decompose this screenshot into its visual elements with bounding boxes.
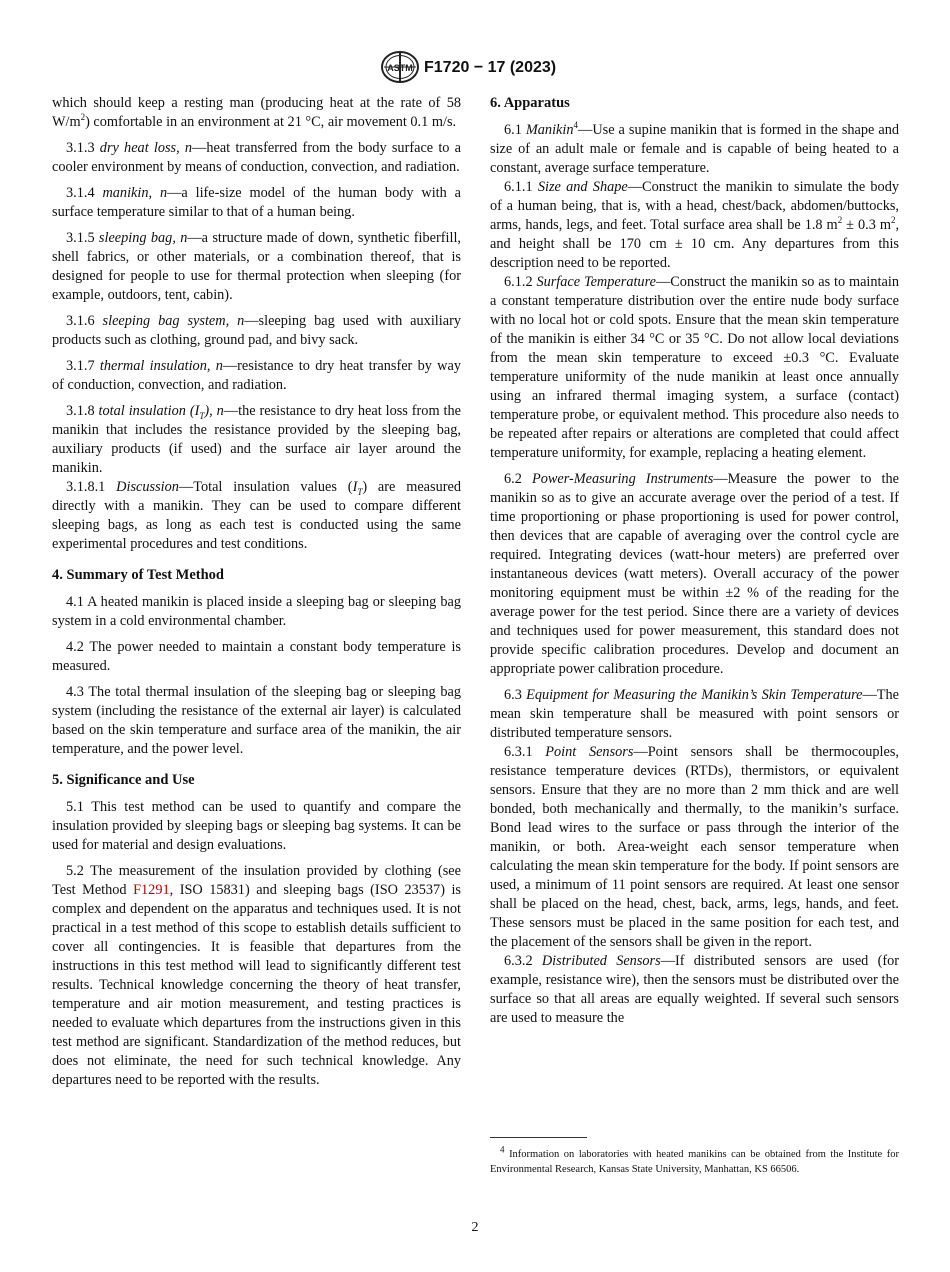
document-id: F1720 − 17 (2023): [424, 59, 557, 76]
paragraph-6-1-2: 6.1.2 Surface Temperature—Construct the manikin so as to maintain a constant temperature distribution over the entire nude body surface with no local hot or cold spots. Ensure that the mean skin temperature of the manikin is either 34 °C or 35 °C. Do not allow local deviations from the mean skin temperature to exceed ±0.3 °C. Evaluate temperature uniformity of the nude manikin at least once annually using an infrared thermal imaging system, a surface (contact) temperature probe, or equivalent method. This procedure also needs to be repeated after repairs or alterations are completed that could affect temperature uniformity, for example, replacing a heating element.: [490, 274, 899, 461]
paragraph-6-3: 6.3 Equipment for Measuring the Manikin’s Skin Temperature—The mean skin temperature shall be measured with point sensors or distributed temperature sensors.: [490, 687, 899, 741]
paragraph-4-3: 4.3 The total thermal insulation of the sleeping bag or sleeping bag system (including the resistance of the external air layer) is calculated based on the skin temperature and surface area of the manikin, the air temperature, and the power level.: [52, 684, 461, 757]
section-heading-apparatus: 6. Apparatus: [490, 95, 570, 111]
paragraph-5-2: 5.2 The measurement of the insulation provided by clothing (see Test Method F1291, ISO 15831) and sleeping bags (ISO 23537) is complex and dependent on the apparatus and techniques used. It is not practical in a test method of this scope to establish details sufficient to cover all contingencies. It is feasible that departures from the instructions in this test method will lead to significantly different test results. Technical knowledge concerning the theory of heat transfer, temperature and air motion measurement, and testing practices is needed to evaluate which departures from the instructions given in this test method are significant. Standardization of the method reduces, but does not eliminate, the need for such technical knowledge. Any departures need to be reported with the results.: [52, 863, 461, 1088]
paragraph-5-1: 5.1 This test method can be used to quantify and compare the insulation provided by sleeping bags or sleeping bag systems. It can be used for material and design evaluations.: [52, 799, 461, 853]
footnote-4: $^4$ Information on laboratories with heated manikins can be obtained from the Institute for Environmental Research, Kansas State University, Manhattan, KS 66506.: [490, 1144, 900, 1175]
paragraph-6-3-1: 6.3.1 Point Sensors—Point sensors shall be thermocouples, resistance temperature devices (RTDs), thermistors, or equivalent sensors. Ensure that they are no more than 2 mm thick and are well bonded, both mechanically and thermally, to the manikin’s surface. Bond lead wires to the surface or pass through the interior of the manikin, or both. Area-weight each sensor temperature when calculating the mean skin temperature for the body. If point sensors are used, a minimum of 11 point sensors are required. At least one sensor shall be placed on the head, chest, back, arms, legs, hands, and feet. These sensors must be placed in the same position for each test, and the placement of the sensors shall be given in the report.: [490, 744, 900, 950]
definition-manikin: 3.1.4 manikin, n—a life-size model of the human body with a surface temperature similar to that of a human being.: [52, 185, 461, 220]
definition-total-insulation: 3.1.8 total insulation $(I_T)$, n—the resistance to dry heat loss from the manikin that includes the resistance provided by the sleeping bag, auxiliary products (if used) and the surface air layer around the manikin.: [52, 403, 461, 476]
page-number: 2: [471, 1220, 479, 1235]
paragraph-6-1: 6.1 Manikin$^4$—Use a supine manikin that is formed in the shape and size of an adult male or female and is capable of being heated to a constant, average surface temperature.: [490, 120, 900, 176]
section-heading-summary: 4. Summary of Test Method: [52, 567, 224, 583]
paragraph-6-3-2: 6.3.2 Distributed Sensors—If distributed sensors are used (for example, resistance wire), then the sensors must be distributed over the surface so that all areas are equally weighted. If several such sensors are used to measure the: [490, 953, 899, 1026]
paragraph-6-2: 6.2 Power-Measuring Instruments—Measure the power to the manikin so as to give an accurate average over the period of a test. If time proportioning or phase proportioning is used for power control, then devices that are capable of averaging over the control cycle are required. Integrating devices (watt-hour meters) are preferred over instantaneous devices (watt meters). Overall accuracy of the power monitoring equipment must be within ±2 % of the reading for the average power for the test period. Since there are a variety of devices and techniques used for power measurement, this standard does not provide specific calibration procedures. Develop and document an appropriate power calibration procedure.: [490, 471, 899, 677]
page-header: [0, 50, 950, 86]
footnote-divider: [490, 1137, 587, 1138]
logo-text: ASTM: [387, 63, 413, 73]
discussion-note: 3.1.8.1 Discussion—Total insulation values $(I_T)$ are measured directly with a manikin. They can be used to compare different sleeping bags, as long as each test is conducted using the same experimental procedures and test conditions.: [52, 479, 461, 552]
definition-sleeping-bag: 3.1.5 sleeping bag, n—a structure made of down, synthetic fiberfill, shell fabrics, or other materials, or a combination thereof, that is designed for people to use for thermal protection when sleeping (for example, outdoors, tent, cabin).: [52, 230, 461, 303]
footnote-ref-4[interactable]: 4: [573, 120, 579, 131]
right-column: [490, 94, 899, 1028]
left-column: [52, 94, 461, 1097]
definition-sleeping-bag-system: 3.1.6 sleeping bag system, n—sleeping bag used with auxiliary products such as clothing, ground pad, and bivy sack.: [52, 313, 461, 348]
definition-thermal-insulation: 3.1.7 thermal insulation, n—resistance to dry heat transfer by way of conduction, convection, and radiation.: [52, 358, 462, 393]
paragraph-intro-continuation: which should keep a resting man (producing heat at the rate of 58 $W/m^2$) comfortable in an environment at 21 °C, air movement 0.1 m/s.: [52, 95, 461, 130]
astm-logo-icon: [380, 50, 420, 84]
paragraph-6-1-1: 6.1.1 Size and Shape—Construct the manikin to simulate the body of a human being, that is, with a head, chest/back, abdomen/buttocks, arms, hands, legs, and feet. Total surface area shall be 1.8 $m^2 \pm 0.3$ $m^2$, and height shall be 170 cm ± 10 cm. Any departures from this description need to be reported.: [490, 179, 900, 271]
f1291-link[interactable]: F1291: [133, 882, 170, 898]
definition-dry-heat-loss: 3.1.3 dry heat loss, n—heat transferred from the body surface to a cooler environment by means of conduction, convection, and radiation.: [52, 140, 461, 175]
paragraph-4-1: 4.1 A heated manikin is placed inside a sleeping bag or sleeping bag system in a cold environmental chamber.: [52, 594, 461, 629]
paragraph-4-2: 4.2 The power needed to maintain a constant body temperature is measured.: [52, 639, 461, 674]
section-heading-significance: 5. Significance and Use: [52, 772, 195, 788]
